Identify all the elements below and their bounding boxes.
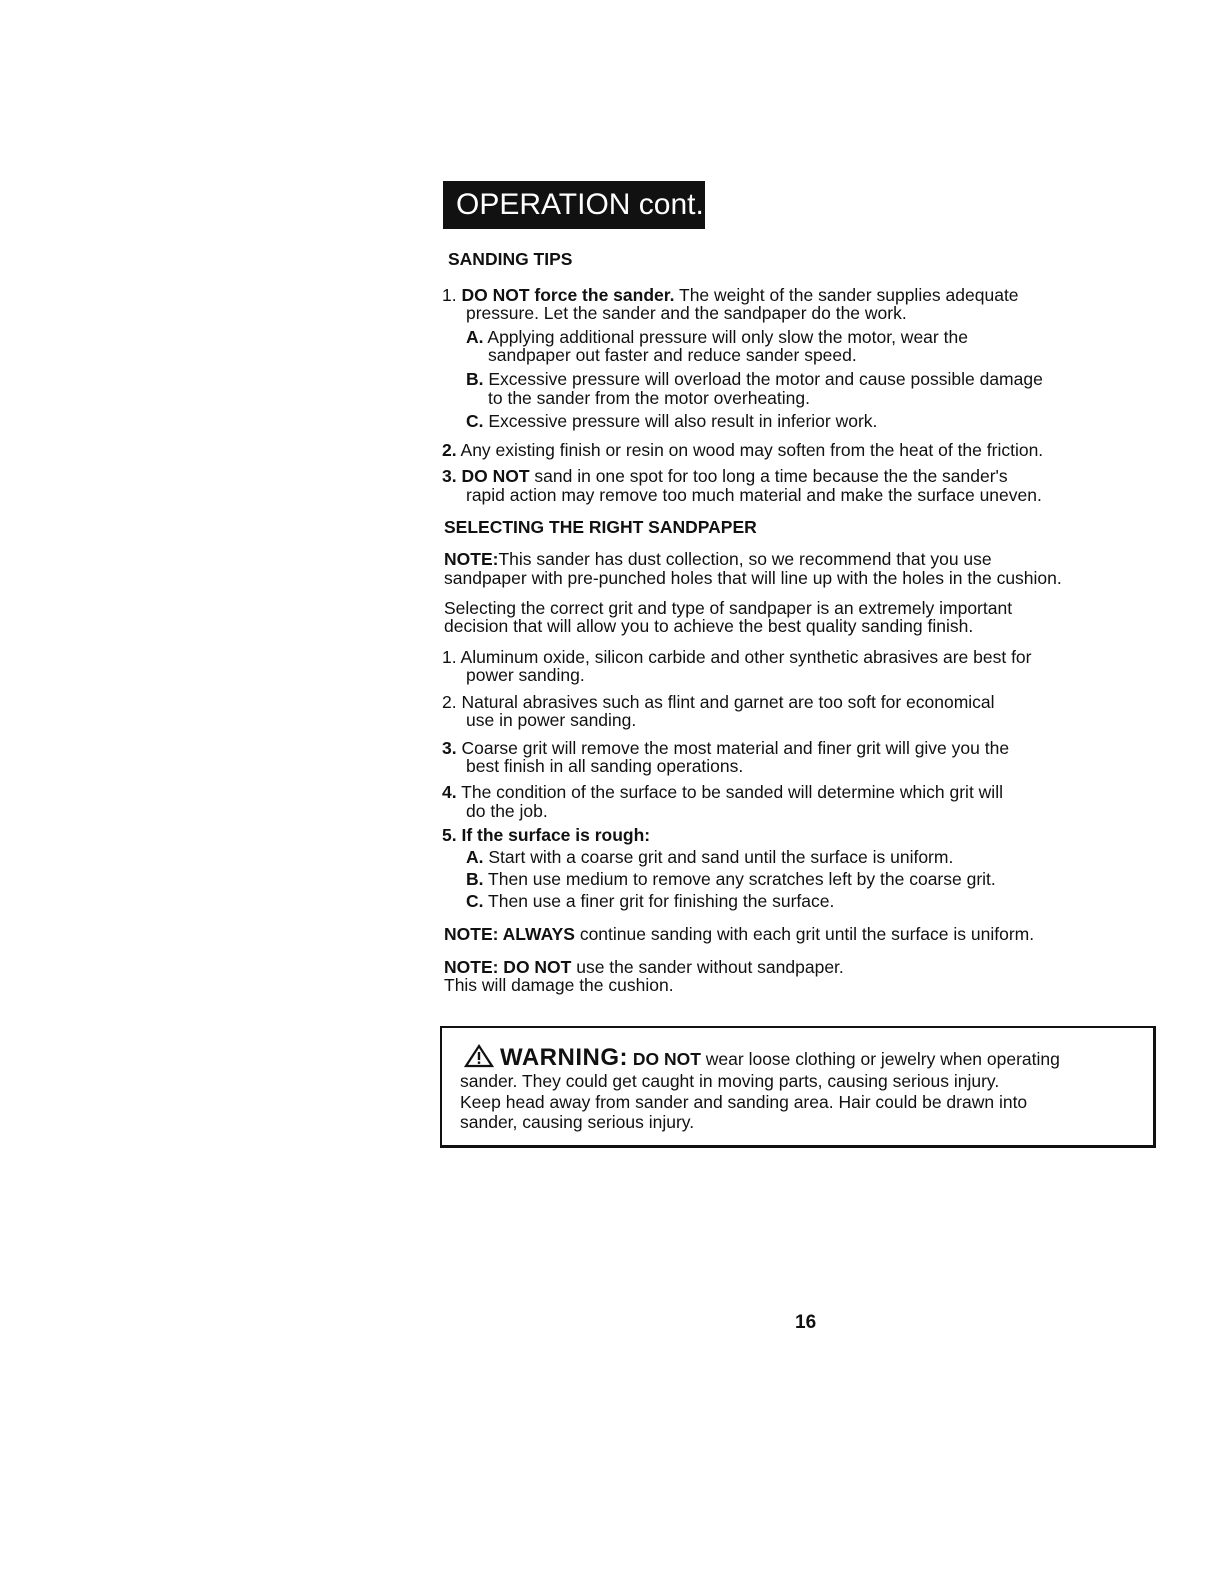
warning-title: WARNING:	[500, 1044, 628, 1071]
note-1-line1	[444, 550, 992, 569]
tip-2-text: Any existing finish or resin on wood may soften from the heat of the friction.	[460, 440, 1044, 460]
tip-1c-label: C.	[466, 411, 484, 431]
tip-1b-label: B.	[466, 369, 484, 389]
warning-line2: sander. They could get caught in moving parts, causing serious injury.	[460, 1071, 1000, 1091]
tip-1c-line1	[466, 412, 877, 431]
grit-4-text: The condition of the surface to be sanded will determine which grit will	[461, 782, 1003, 802]
warning-box	[440, 1026, 1156, 1148]
grit-4-line2: do the job.	[466, 801, 548, 821]
note-3-text: use the sander without sandpaper.	[571, 957, 844, 977]
grit-5-bold: If the surface is rough:	[461, 825, 651, 845]
grit-1-line2: power sanding.	[466, 665, 585, 685]
grit-3-line2: best finish in all sanding operations.	[466, 756, 744, 776]
grit-1-text: Aluminum oxide, silicon carbide and other synthetic abrasives are best for	[460, 647, 1032, 667]
page-number: 16	[795, 1312, 817, 1333]
warning-line4: sander, causing serious injury.	[460, 1112, 695, 1132]
tip-2-line1	[442, 441, 1043, 460]
note-1-line2: sandpaper with pre-punched holes that will line up with the holes in the cushion.	[444, 568, 1062, 588]
tip-1-line2: pressure. Let the sander and the sandpaper do the work.	[466, 303, 907, 323]
tip-3-text: sand in one spot for too long a time because the the sander's	[529, 466, 1008, 486]
tip-1-number: 1.	[442, 285, 457, 305]
tip-1a-label: A.	[466, 327, 484, 347]
grit-3-text: Coarse grit will remove the most material and finer grit will give you the	[461, 738, 1010, 758]
grit-2-line2: use in power sanding.	[466, 710, 637, 730]
grit-5b-text: Then use medium to remove any scratches left by the coarse grit.	[488, 869, 996, 889]
tip-2-number: 2.	[442, 440, 457, 460]
grit-2-text: Natural abrasives such as flint and garnet are too soft for economical	[461, 692, 995, 712]
note-2-text: continue sanding with each grit until the surface is uniform.	[574, 924, 1035, 944]
tip-3-bold: DO NOT	[461, 466, 530, 486]
grit-5b-line	[466, 870, 996, 889]
tip-1b-line1	[466, 370, 1043, 389]
heading-sanding-tips: SANDING TIPS	[448, 249, 573, 269]
section-header: OPERATION cont.	[443, 181, 705, 229]
note-1-label: NOTE:	[444, 549, 499, 569]
tip-3-line2: rapid action may remove too much material and make the surface uneven.	[466, 485, 1042, 505]
para-line1: Selecting the correct grit and type of sandpaper is an extremely important	[444, 598, 1013, 618]
grit-5c-text: Then use a finer grit for finishing the surface.	[488, 891, 835, 911]
grit-5-line1	[442, 826, 650, 845]
grit-3-number: 3.	[442, 738, 457, 758]
warning-text-1: wear loose clothing or jewelry when operating	[700, 1049, 1060, 1069]
note-3-line2: This will damage the cushion.	[444, 975, 674, 995]
para-line2: decision that will allow you to achieve the best quality sanding finish.	[444, 616, 974, 636]
warning-line3: Keep head away from sander and sanding area. Hair could be drawn into	[460, 1092, 1028, 1112]
tip-1a-line2: sandpaper out faster and reduce sander speed.	[488, 345, 857, 365]
tip-1-text: The weight of the sander supplies adequate	[674, 285, 1019, 305]
warning-line1	[464, 1044, 1060, 1069]
grit-5c-label: C.	[466, 891, 484, 911]
tip-3-line1	[442, 467, 1008, 486]
grit-4-number: 4.	[442, 782, 457, 802]
grit-1-number: 1.	[442, 647, 457, 667]
heading-selecting-sandpaper: SELECTING THE RIGHT SANDPAPER	[444, 517, 757, 537]
tip-1b-text: Excessive pressure will overload the motor and cause possible damage	[488, 369, 1043, 389]
grit-4-line1	[442, 783, 1003, 802]
grit-5-number: 5.	[442, 825, 457, 845]
note-1-text: This sander has dust collection, so we recommend that you use	[498, 549, 992, 569]
grit-5b-label: B.	[466, 869, 484, 889]
note-2-label: NOTE: ALWAYS	[444, 924, 575, 944]
note-3-label: NOTE: DO NOT	[444, 957, 572, 977]
tip-1a-text: Applying additional pressure will only slow the motor, wear the	[487, 327, 968, 347]
grit-2-number: 2.	[442, 692, 457, 712]
tip-1b-line2: to the sander from the motor overheating.	[488, 388, 810, 408]
warning-triangle-icon	[464, 1044, 494, 1068]
grit-5a-text: Start with a coarse grit and sand until the surface is uniform.	[488, 847, 954, 867]
tip-1-bold: DO NOT force the sander.	[461, 285, 675, 305]
note-2-line	[444, 925, 1034, 944]
tip-1c-text: Excessive pressure will also result in inferior work.	[488, 411, 878, 431]
tip-3-number: 3.	[442, 466, 457, 486]
grit-5c-line	[466, 892, 834, 911]
grit-5a-line	[466, 848, 953, 867]
grit-5a-label: A.	[466, 847, 484, 867]
warning-bold: DO NOT	[632, 1049, 701, 1069]
